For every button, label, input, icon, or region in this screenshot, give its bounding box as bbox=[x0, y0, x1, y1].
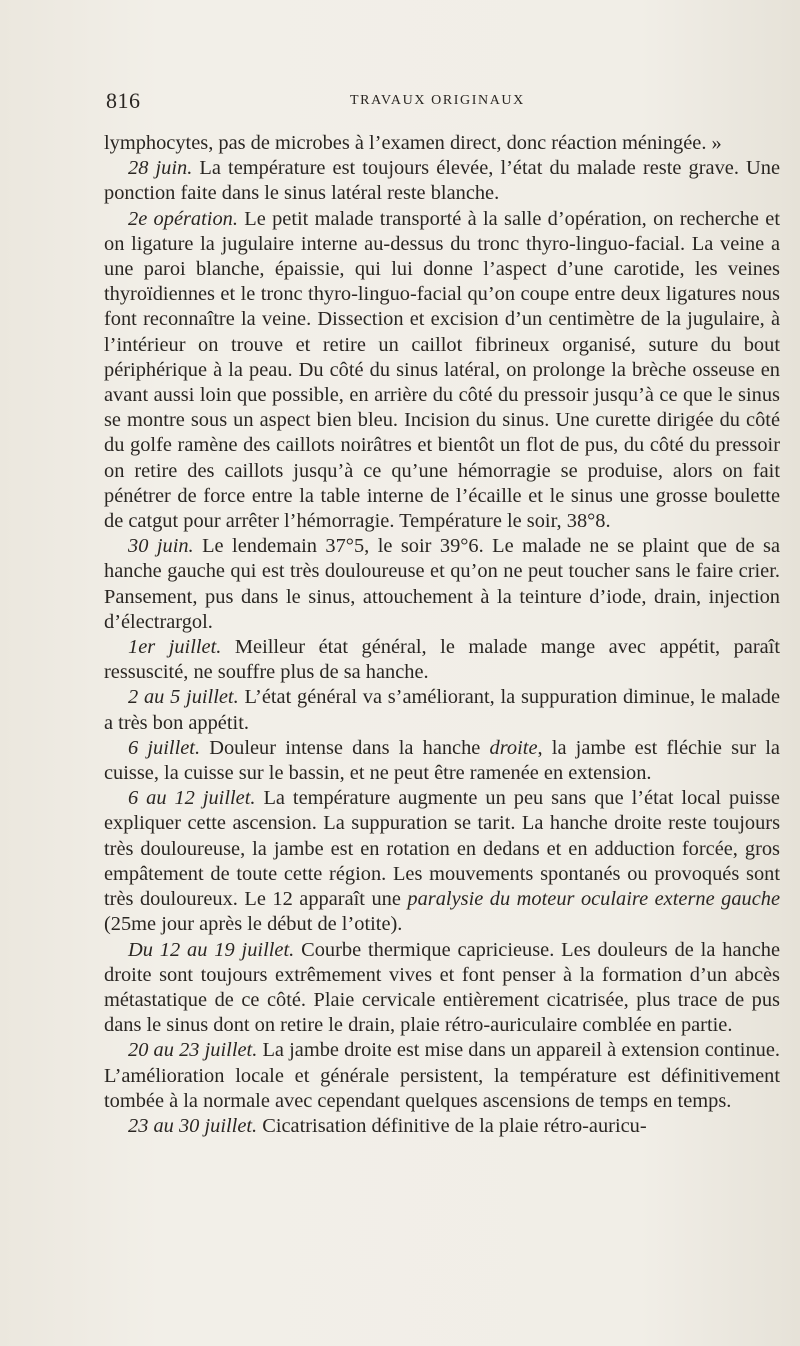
paragraph-20-au-23-juillet bbox=[104, 1038, 780, 1114]
paragraph-30-juin bbox=[104, 534, 780, 635]
paragraph-1er-juillet bbox=[104, 635, 780, 685]
paragraph-text: L’état général va s’améliorant, la suppuration diminue, le malade a très bon appétit. bbox=[104, 686, 780, 734]
paragraph-23-au-30-juillet bbox=[104, 1114, 780, 1139]
entry-date: 30 juin. bbox=[128, 535, 194, 558]
emphasis-text: droite bbox=[489, 736, 538, 759]
paragraph-6-au-12-juillet bbox=[104, 786, 780, 937]
paragraph-2e-operation bbox=[104, 207, 780, 535]
paragraph-text: Courbe thermique capricieuse. Les douleurs de la hanche droite sont toujours extrêmement vives et font penser à la formation d’un abcès métastatique de ce côté. Plaie cervicale entièrement cicatrisée, plus trace de pus dans le sinus dont on retire le drain, plaie rétro-auriculaire comblée en partie. bbox=[104, 938, 781, 1037]
entry-date: 6 au 12 juillet. bbox=[128, 787, 256, 810]
entry-date: 1er juillet. bbox=[128, 636, 222, 659]
paragraph-continuation bbox=[104, 131, 780, 156]
page-number: 816 bbox=[106, 88, 141, 113]
entry-date: 28 juin. bbox=[128, 157, 193, 180]
paragraph-text: , la jambe est fléchie sur la cuisse, la cuisse sur le bassin, et ne peut être ramenée en extension. bbox=[104, 736, 780, 785]
paragraph-text-lead: Douleur intense dans la hanche bbox=[200, 736, 490, 759]
emphasis-text: paralysie du moteur oculaire externe gauche bbox=[407, 888, 781, 911]
paragraph-text-lead: La température augmente un peu sans que l’état local puisse expliquer cette ascension. La suppuration se tarit. La hanche droite reste toujours très douloureuse, la jambe est en rotation en dedans et en adduction forcée, gros empâtement de toute cette région. Les mouvements spontanés ou provoqués sont très douloureux. Le 12 apparaît une bbox=[104, 787, 780, 911]
body-text bbox=[104, 131, 780, 1139]
paragraph-text: Meilleur état général, le malade mange avec appétit, paraît ressuscité, ne souffre plus de sa hanche. bbox=[104, 636, 781, 684]
paragraph-text: La température est toujours élevée, l’état du malade reste grave. Une ponction faite dans le sinus latéral reste blanche. bbox=[104, 157, 780, 205]
running-title: TRAVAUX ORIGINAUX bbox=[350, 93, 525, 108]
paragraph-text: La jambe droite est mise dans un appareil à extension continue. L’amélioration locale et générale persistent, la température est définitivement tombée à la normale avec cependant quelques ascensions de temps en temps. bbox=[104, 1039, 781, 1112]
paragraph-text: Cicatrisation définitive de la plaie rétro-auricu- bbox=[257, 1114, 647, 1137]
entry-date: 23 au 30 juillet. bbox=[128, 1114, 258, 1137]
paragraph-text: Le lendemain 37°5, le soir 39°6. Le malade ne se plaint que de sa hanche gauche qui est très douloureuse et qu’on ne peut toucher sans le faire crier. Pansement, pus dans le sinus, attouchement à la teinture d’iode, drain, injection d’électrargol. bbox=[104, 535, 780, 633]
paragraph-12-au-19-juillet bbox=[104, 938, 780, 1039]
paragraph-text: (25me jour après le début de l’otite). bbox=[104, 913, 403, 936]
paragraph-6-juillet bbox=[104, 736, 780, 786]
paragraph-2-au-5-juillet bbox=[104, 685, 780, 735]
page-header bbox=[106, 88, 786, 118]
paragraph-text: Le petit malade transporté à la salle d’opération, on recherche et on ligature la jugulaire interne au-dessus du tronc thyro-linguo-facial. La veine a une paroi blanche, épaissie, qui lui donne l’aspect d’une carotide, les veines thyroïdiennes et le tronc thyro-linguo-facial qu’on coupe entre deux ligatures nous font reconnaître la veine. Dissection et excision d’un centimètre de la jugulaire, à l’intérieur on trouve et retire un caillot fibrineux organisé, suture du bout périphérique à la peau. Du côté du sinus latéral, on prolonge la brèche osseuse en avant aussi loin que possible, en arrière du côté du pressoir jusqu’à ce que le sinus se montre sous un aspect bien bleu. Incision du sinus. Une curette dirigée du côté du golfe ramène des caillots noirâtres et bientôt un flot de pus, du côté du pressoir on retire des caillots jusqu’à ce qu’une hémorragie se produise, alors on fait pénétrer de force entre la table interne de l’écaille et le sinus une grosse boulette de catgut pour arrêter l’hémorragie. Température le soir, 38°8. bbox=[104, 207, 781, 533]
paragraph-text: lymphocytes, pas de microbes à l’examen direct, donc réaction méningée. » bbox=[104, 132, 722, 154]
paragraph-28-juin bbox=[104, 156, 780, 206]
entry-date: 2 au 5 juillet. bbox=[128, 686, 239, 709]
entry-date: 6 juillet. bbox=[128, 736, 201, 759]
entry-date: Du 12 au 19 juillet. bbox=[128, 938, 295, 961]
entry-date: 20 au 23 juillet. bbox=[128, 1039, 258, 1062]
entry-heading: 2e opération. bbox=[128, 207, 238, 230]
